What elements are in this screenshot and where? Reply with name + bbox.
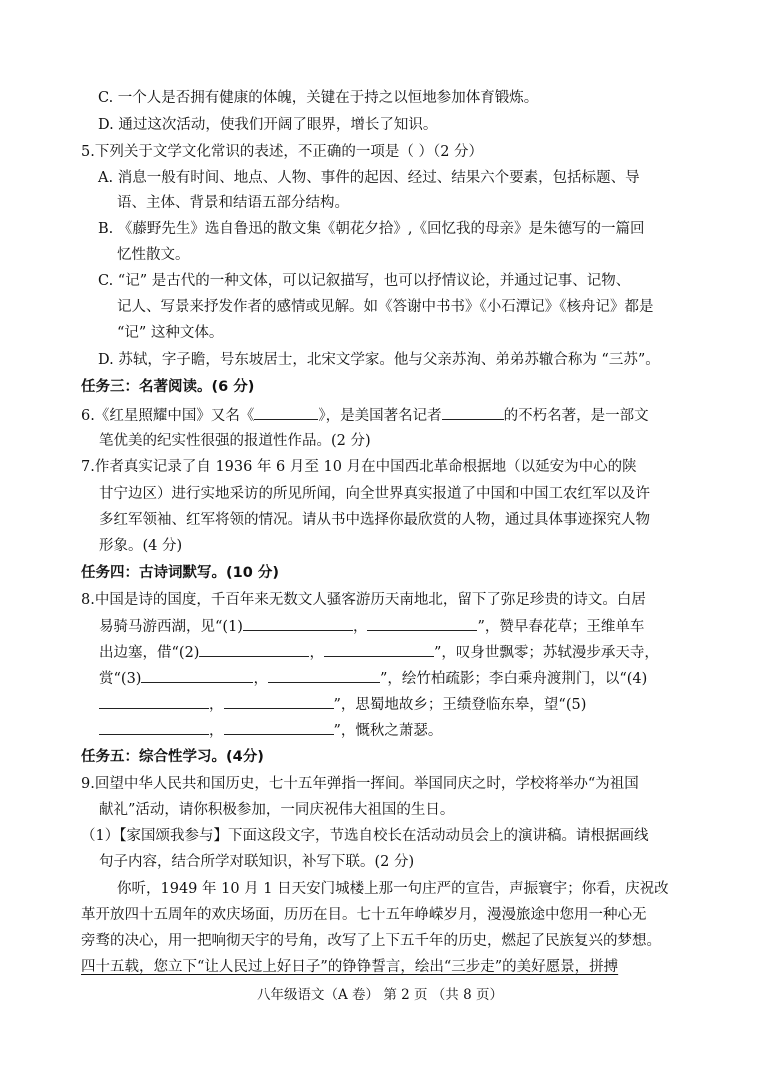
q7-line2: 甘宁边区）进行实地采访的所见所闻，向全世界真实报道了中国和中国工农红军以及许 — [99, 486, 650, 502]
q5-option-b-line2: 忆性散文。 — [117, 247, 190, 263]
poem-blank-1b[interactable] — [367, 616, 477, 631]
q7-line1: 7.作者真实记录了自 1936 年 6 月至 10 月在中国西北革命根据地（以延安为中心的陕 — [81, 459, 637, 475]
q8-line2: 易骑马游西湖，见“(1) ， ”，赞早春花草；王维单车 — [99, 616, 644, 637]
q5-option-b-line1: B. 《藤野先生》选自鲁迅的散文集《朝花夕拾》,《回忆我的母亲》是朱德写的一篇回 — [98, 221, 645, 237]
q8-line4: 赏“(3) ， ”，绘竹柏疏影；李白乘舟渡荆门，以“(4) — [99, 668, 647, 689]
q6-blank-1[interactable] — [254, 405, 318, 420]
q9-line1: 9.回望中华人民共和国历史，七十五年弹指一挥间。举国同庆之时，学校将举办“为祖国 — [81, 776, 639, 792]
task3-heading: 任务三：名著阅读。(6 分) — [81, 379, 255, 395]
q9-line2: 献礼”活动，请你积极参加，一同庆祝伟大祖国的生日。 — [99, 802, 455, 818]
q9-sub1-line2: 句子内容，结合所学对联知识，补写下联。(2 分) — [99, 854, 415, 870]
q5-option-d-line1: D. 苏轼，字子瞻，号东坡居士，北宋文学家。他与父亲苏洵、弟弟苏辙合称为 “三苏”。 — [98, 352, 660, 368]
q8-line6: ， ”，慨秋之萧瑟。 — [99, 720, 442, 741]
passage-line1: 你听，1949 年 10 月 1 日天安门城楼上那一句庄严的宣告，声振寰宇；你看，庆祝改 — [117, 881, 669, 897]
q9-sub1-line1: （1）【家国颂我参与】下面这段文字，节选自校长在活动动员会上的演讲稿。请根据画线 — [81, 828, 649, 844]
q5-stem: 5.下列关于文学文化常识的表述，不正确的一项是（ ）（2 分） — [81, 144, 484, 160]
q5-option-a-line1: A. 消息一般有时间、地点、人物、事件的起因、经过、结果六个要素，包括标题、导 — [98, 170, 640, 186]
q8-line1: 8.中国是诗的国度，千百年来无数文人骚客游历天南地北，留下了弥足珍贵的诗文。白居 — [81, 592, 646, 608]
passage-line4-underlined: 四十五载，您立下“让人民过上好日子”的铮铮誓言，绘出“三步走”的美好愿景，拼搏 — [81, 959, 619, 975]
q5-option-a-line2: 语、主体、背景和结语五部分结构。 — [117, 195, 349, 211]
poem-blank-4b[interactable] — [224, 694, 334, 709]
q7-line4: 形象。(4 分) — [99, 538, 183, 554]
task4-heading: 任务四：古诗词默写。(10 分) — [81, 565, 279, 581]
q8-line3: 出边塞，借“(2) ， ”，叹身世飘零；苏轼漫步承天寺， — [99, 642, 659, 663]
q6-line2: 笔优美的纪实性很强的报道性作品。(2 分) — [99, 433, 371, 449]
poem-blank-2a[interactable] — [199, 642, 309, 657]
passage-line3: 旁骛的决心，用一把响彻天宇的号角，改写了上下五千年的历史，燃起了民族复兴的梦想。 — [81, 933, 661, 949]
poem-blank-4a[interactable] — [99, 694, 209, 709]
passage-line2: 革开放四十五周年的欢庆场面，历历在目。七十五年峥嵘岁月，漫漫旅途中您用一种心无 — [81, 907, 647, 923]
poem-blank-3b[interactable] — [268, 668, 380, 683]
poem-blank-1a[interactable] — [243, 616, 353, 631]
q5-option-c-line1: C. “记” 是古代的一种文体，可以记叙描写，也可以抒情议论，并通过记事、记物、 — [98, 273, 631, 289]
q8-line5: ， ”，思蜀地故乡；王绩登临东皋，望“(5) — [99, 694, 586, 715]
page-footer: 八年级语文（A 卷） 第 2 页 （共 8 页） — [257, 987, 503, 1003]
q5-option-c-line2: 记人、写景来抒发作者的感情或见解。如《答谢中书书》《小石潭记》《核舟记》都是 — [117, 299, 654, 315]
q4-option-d: D. 通过这次活动，使我们开阔了眼界，增长了知识。 — [98, 117, 438, 133]
poem-blank-5b[interactable] — [224, 720, 334, 735]
poem-blank-2b[interactable] — [324, 642, 434, 657]
q6-blank-2[interactable] — [442, 405, 504, 420]
q4-option-c: C. 一个人是否拥有健康的体魄，关键在于持之以恒地参加体育锻炼。 — [98, 90, 539, 106]
q6-line1: 6.《红星照耀中国》又名《 》，是美国著名记者 的不朽名著，是一部文 — [81, 405, 649, 426]
poem-blank-3a[interactable] — [141, 668, 253, 683]
poem-blank-5a[interactable] — [99, 720, 209, 735]
task5-heading: 任务五：综合性学习。(4分) — [81, 749, 264, 765]
q7-line3: 多红军领袖、红军将领的情况。请从书中选择你最欣赏的人物，通过具体事迹探究人物 — [99, 512, 650, 528]
q5-option-c-line3: “记” 这种文体。 — [117, 325, 224, 341]
